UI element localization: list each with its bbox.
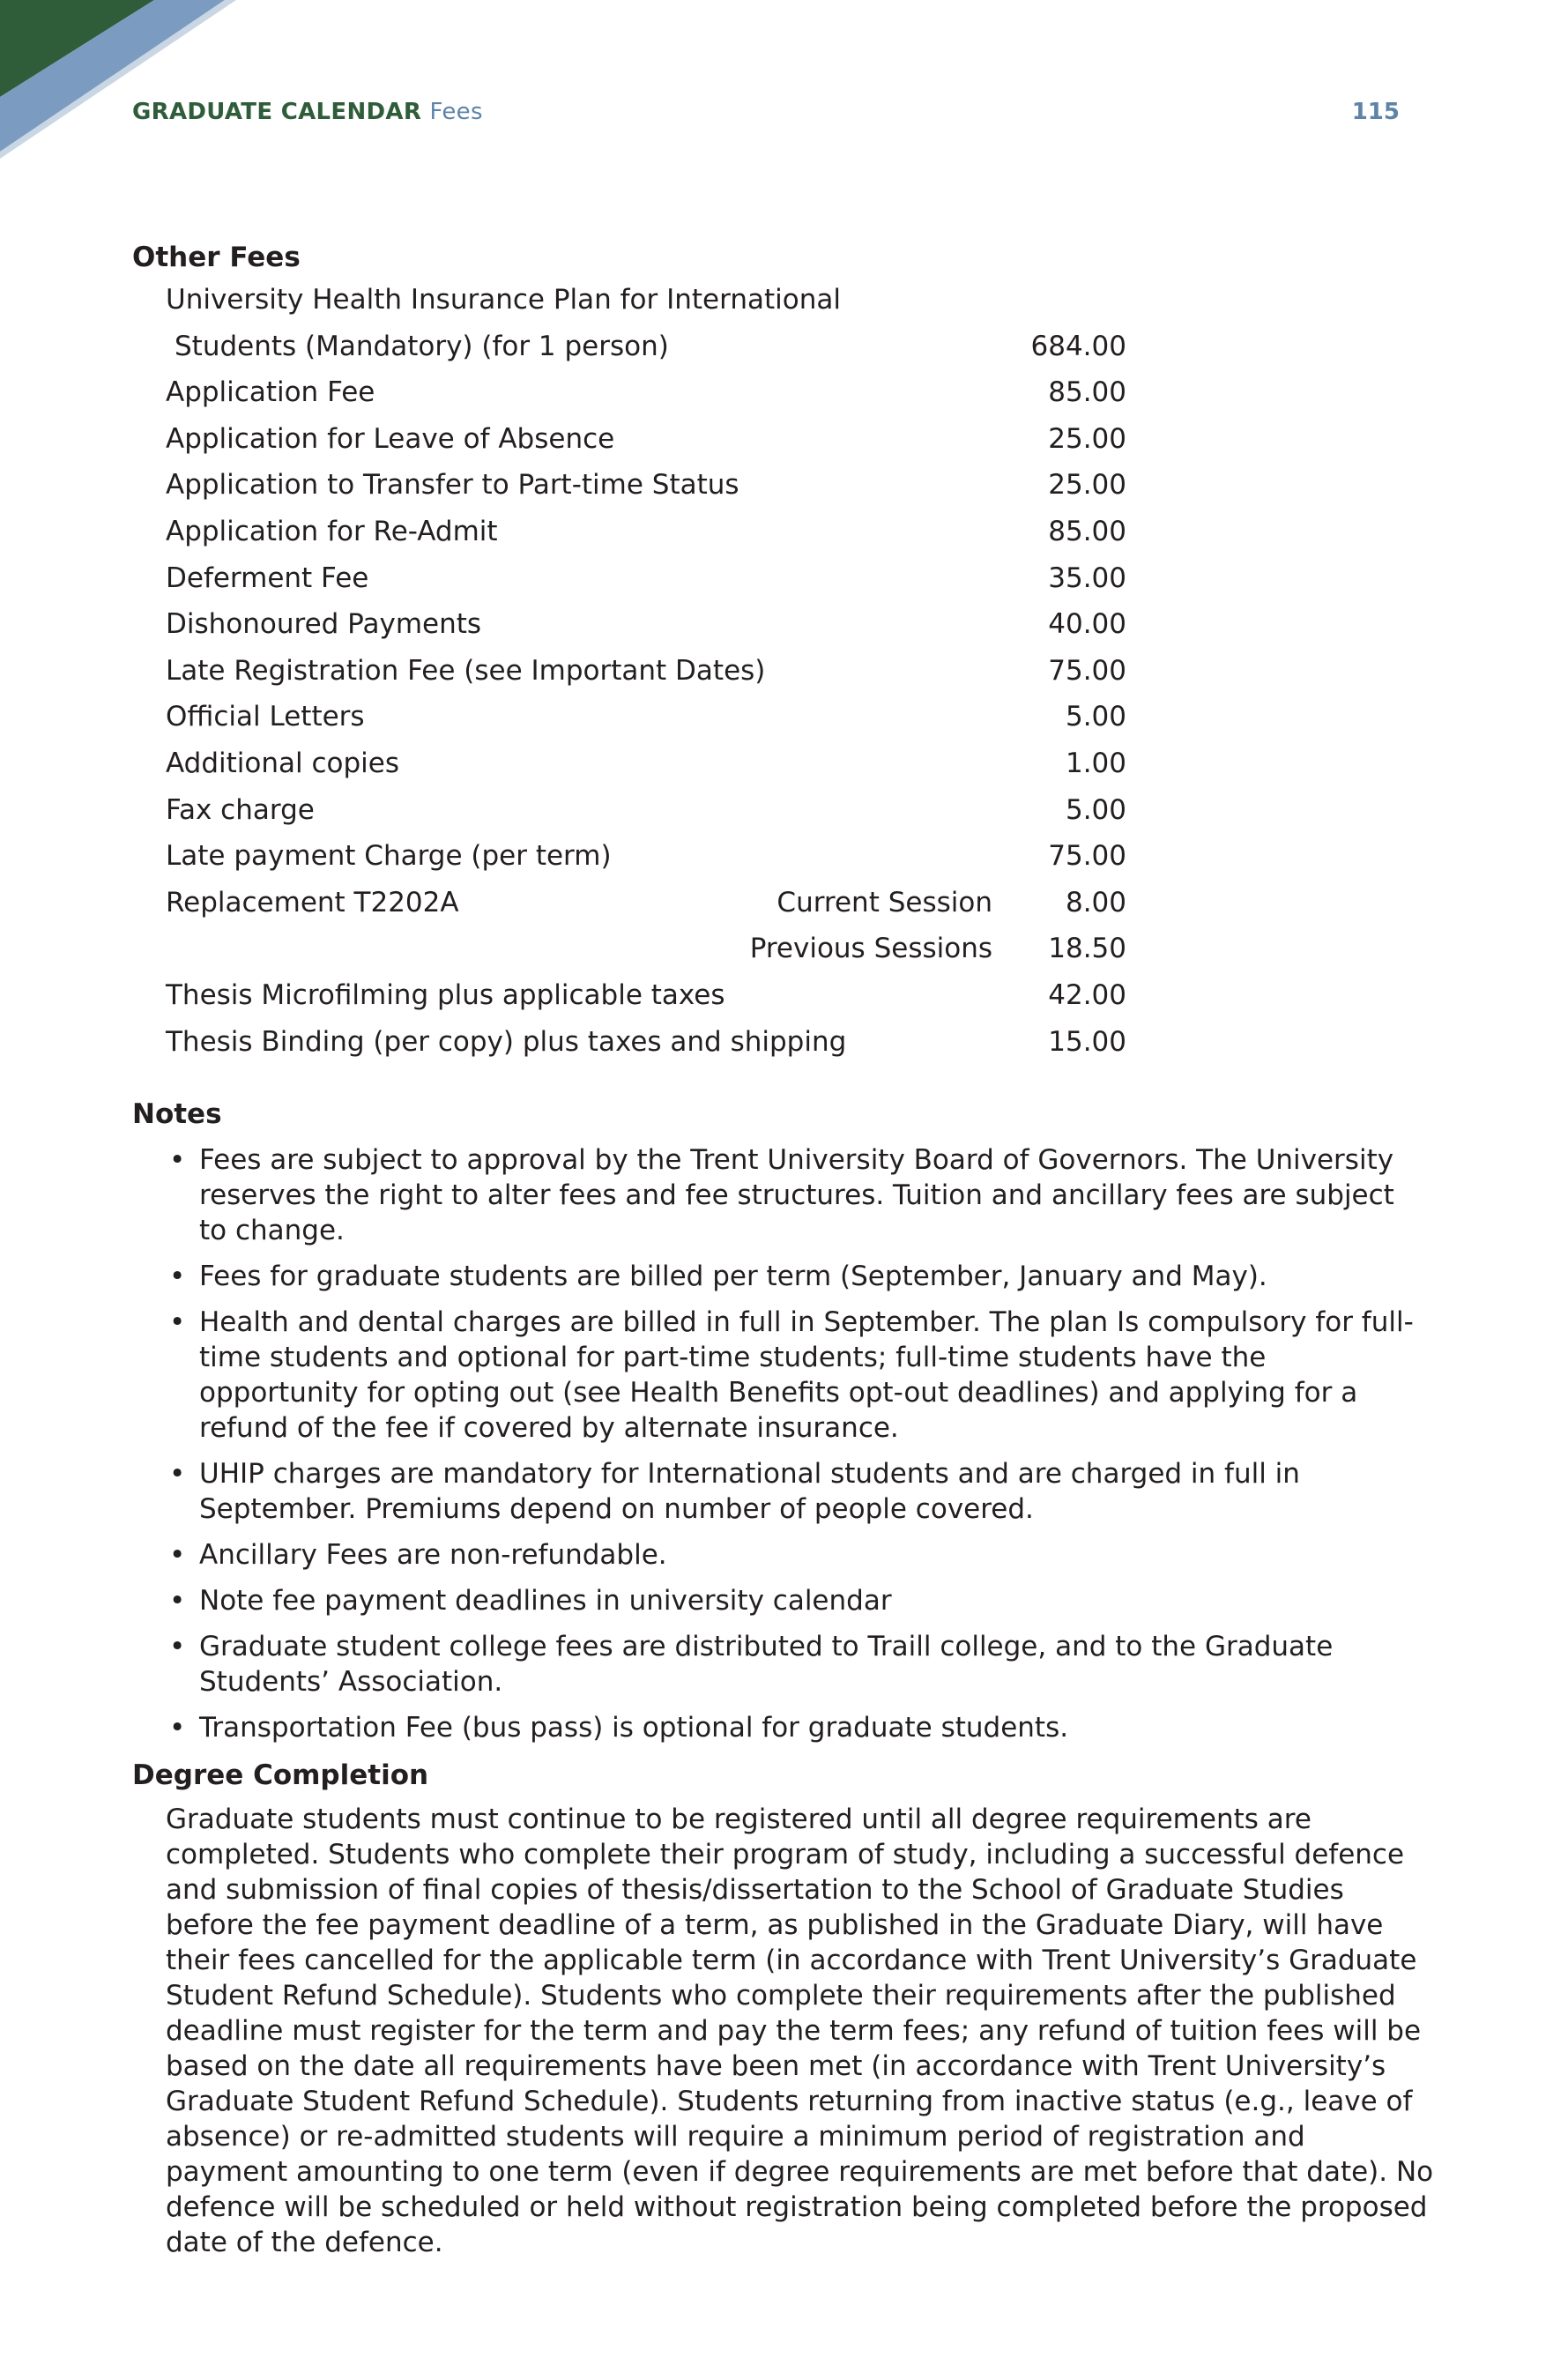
page-number: 115 (1351, 99, 1400, 125)
fee-label: Late Registration Fee (see Important Dates) (166, 654, 766, 687)
note-text: Fees for graduate students are billed per term (September, January and May). (199, 1261, 1267, 1293)
fee-row (166, 740, 1126, 787)
bullet-icon: • (169, 1458, 186, 1491)
fee-amount: 18.50 (1048, 933, 1126, 965)
fee-label: Thesis Binding (per copy) plus taxes and shipping (166, 1025, 847, 1058)
fee-amount: 15.00 (1048, 1025, 1126, 1058)
fee-row (166, 694, 1126, 740)
note-text: Graduate student college fees are distributed to Traill college, and to the Graduate Students’ Association. (199, 1631, 1334, 1699)
note-item (166, 1456, 1428, 1527)
bullet-icon: • (169, 1144, 186, 1177)
notes-list (166, 1142, 1428, 1745)
notes-heading: Notes (132, 1098, 222, 1131)
corner-decoration (0, 0, 247, 159)
bullet-icon: • (169, 1306, 186, 1339)
fee-label: Application for Re-Admit (166, 515, 498, 547)
bullet-icon: • (169, 1539, 186, 1572)
fee-row (166, 369, 1126, 416)
other-fees-heading: Other Fees (132, 242, 301, 273)
fees-table (166, 277, 1126, 1065)
fee-amount: 75.00 (1048, 654, 1126, 687)
fee-label: University Health Insurance Plan for International (166, 284, 841, 316)
bullet-icon: • (169, 1261, 186, 1293)
fee-label: Thesis Microfilming plus applicable taxes (166, 978, 725, 1011)
fee-label: Students (Mandatory) (for 1 person) (175, 330, 669, 362)
fee-row (166, 787, 1126, 834)
note-item (166, 1537, 1428, 1573)
fee-row (166, 277, 1126, 324)
note-item (166, 1305, 1428, 1446)
fee-amount: 42.00 (1048, 978, 1126, 1011)
running-header (132, 99, 1400, 134)
fee-row (166, 1019, 1126, 1066)
fee-label: Official Letters (166, 701, 365, 733)
note-text: Health and dental charges are billed in full in September. The plan Is compulsory for full-time students and optional for part-time students; full-time students have the opportunity for opting out (see Health Benefits opt-out deadlines) and applying for a refund of the fee if covered by alternate insurance. (199, 1306, 1414, 1445)
fee-row (166, 324, 1126, 370)
bullet-icon: • (169, 1585, 186, 1618)
fee-row (166, 880, 1126, 926)
bullet-icon: • (169, 1712, 186, 1744)
fee-session: Previous Sessions (749, 933, 992, 965)
fee-amount: 5.00 (1065, 793, 1126, 826)
fee-amount: 40.00 (1048, 608, 1126, 641)
fee-session: Current Session (776, 886, 992, 919)
fee-row (166, 833, 1126, 880)
fee-label: Application to Transfer to Part-time Status (166, 469, 739, 502)
note-text: Ancillary Fees are non-refundable. (199, 1539, 667, 1572)
fee-amount: 684.00 (1030, 330, 1126, 362)
fee-row (166, 416, 1126, 463)
fee-label: Late payment Charge (per term) (166, 840, 612, 873)
fee-row (166, 601, 1126, 648)
fee-row (166, 462, 1126, 509)
fee-row (166, 926, 1126, 972)
fee-row (166, 972, 1126, 1019)
fee-amount: 25.00 (1048, 469, 1126, 502)
fee-amount: 85.00 (1048, 376, 1126, 409)
note-text: UHIP charges are mandatory for International students and are charged in full in September. Premiums depend on number of people covered. (199, 1458, 1300, 1526)
fee-label: Application for Leave of Absence (166, 422, 615, 455)
note-item (166, 1142, 1428, 1248)
note-text: Note fee payment deadlines in university calendar (199, 1585, 892, 1618)
bullet-icon: • (169, 1631, 186, 1663)
fee-amount: 5.00 (1065, 701, 1126, 733)
note-text: Transportation Fee (bus pass) is optional for graduate students. (199, 1712, 1069, 1744)
fee-amount: 35.00 (1048, 562, 1126, 594)
degree-completion-text: Graduate students must continue to be registered until all degree requirements are completed. Students who complete their program of study, including a successful defence and submission of final copies of thesis/dissertation to the School of Graduate Studies before the fee payment deadline of a term, as published in the Graduate Diary, will have their fees cancelled for the applicable term (in accordance with Trent University’s Graduate Student Refund Schedule). Students who complete their requirements after the published deadline must register for the term and pay the term fees; any refund of tuition fees will be based on the date all requirements have been met (in accordance with Trent University’s Graduate Student Refund Schedule). Students returning from inactive status (e.g., leave of absence) or re-admitted students will require a minimum period of registration and payment amounting to one term (even if degree requirements are met before that date). No defence will be scheduled or held without registration being completed before the proposed date of the defence. (166, 1804, 1434, 2259)
fee-label: Additional copies (166, 747, 399, 779)
fee-label: Dishonoured Payments (166, 608, 482, 641)
note-item (166, 1259, 1428, 1294)
fee-amount: 25.00 (1048, 422, 1126, 455)
fee-amount: 1.00 (1065, 747, 1126, 779)
fee-row (166, 509, 1126, 555)
fee-amount: 85.00 (1048, 515, 1126, 547)
fee-row (166, 648, 1126, 695)
header-title (132, 99, 483, 125)
note-item (166, 1710, 1428, 1745)
fee-label: Replacement T2202A (166, 886, 459, 919)
note-item (166, 1583, 1428, 1618)
fee-label: Deferment Fee (166, 562, 369, 594)
header-subsection: Fees (429, 99, 483, 125)
fee-row (166, 555, 1126, 602)
header-section: GRADUATE CALENDAR (132, 99, 422, 125)
page-content (132, 238, 1434, 2260)
fee-amount: 8.00 (1065, 886, 1126, 919)
degree-completion-heading: Degree Completion (132, 1759, 429, 1792)
fee-label: Fax charge (166, 793, 315, 826)
note-item (166, 1629, 1428, 1699)
note-text: Fees are subject to approval by the Trent University Board of Governors. The University reserves the right to alter fees and fee structures. Tuition and ancillary fees are subject to change. (199, 1144, 1394, 1247)
fee-label: Application Fee (166, 376, 375, 409)
fee-amount: 75.00 (1048, 840, 1126, 873)
